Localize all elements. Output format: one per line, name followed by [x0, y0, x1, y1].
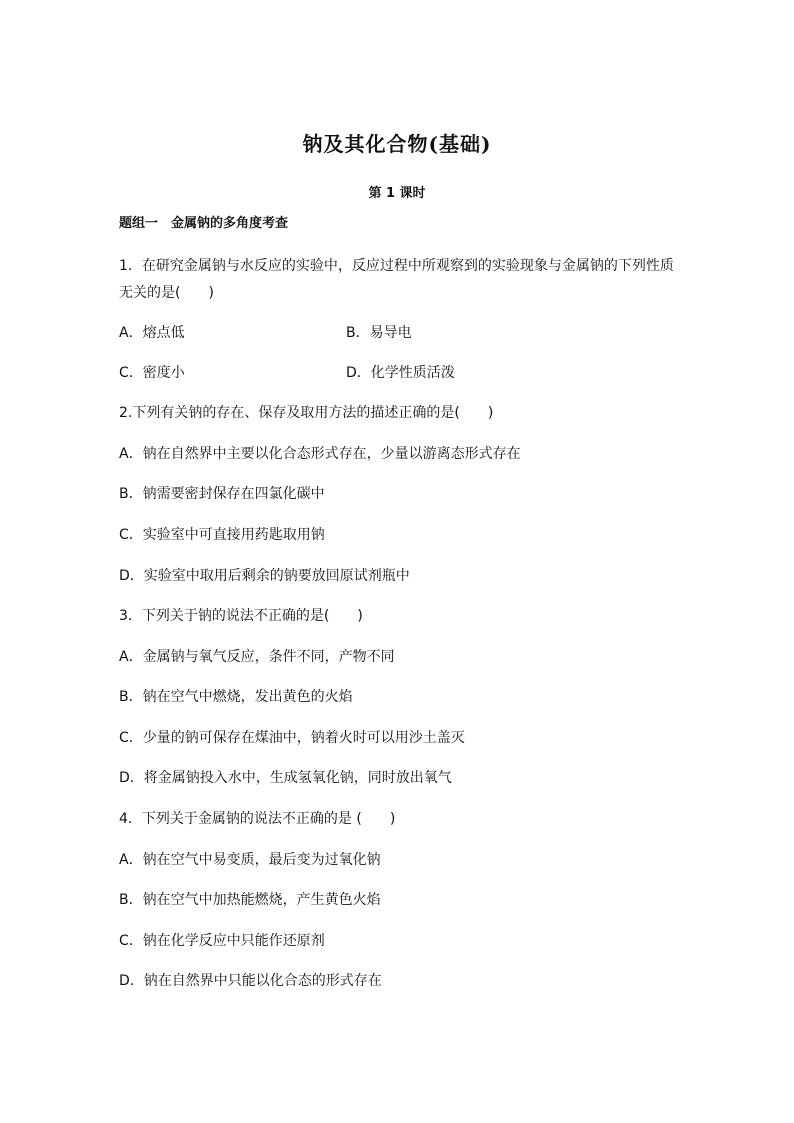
question-1-option-a: A．熔点低 — [119, 325, 185, 341]
question-4-stem: 4．下列关于金属钠的说法不正确的是 ( ) — [119, 811, 396, 827]
question-3-stem: 3．下列关于钠的说法不正确的是( ) — [119, 608, 363, 624]
question-4-option-c: C．钠在化学反应中只能作还原剂 — [119, 933, 325, 949]
question-1-option-c: C．密度小 — [119, 365, 185, 381]
document-title: 钠及其化合物(基础) — [302, 132, 492, 156]
question-4-option-a: A．钠在空气中易变质，最后变为过氧化钠 — [119, 852, 381, 868]
question-1-option-d: D．化学性质活泼 — [346, 365, 455, 381]
question-3-option-d: D．将金属钠投入水中，生成氢氧化钠，同时放出氧气 — [119, 770, 452, 786]
question-3-option-a: A．金属钠与氧气反应，条件不同，产物不同 — [119, 649, 395, 665]
question-2-stem: 2.下列有关钠的存在、保存及取用方法的描述正确的是( ) — [119, 405, 494, 421]
group-heading: 题组一 金属钠的多角度考查 — [119, 216, 289, 231]
question-4-option-b: B．钠在空气中加热能燃烧，产生黄色火焰 — [119, 892, 381, 908]
question-2-option-b: B．钠需要密封保存在四氯化碳中 — [119, 486, 325, 502]
question-1-stem-line2: 无关的是( ) — [119, 285, 214, 301]
question-2-option-d: D．实验室中取用后剩余的钠要放回原试剂瓶中 — [119, 568, 410, 584]
question-1-stem-line1: 1．在研究金属钠与水反应的实验中，反应过程中所观察到的实验现象与金属钠的下列性质 — [119, 258, 674, 274]
question-3-option-c: C．少量的钠可保存在煤油中，钠着火时可以用沙土盖灭 — [119, 730, 465, 746]
question-2-option-c: C．实验室中可直接用药匙取用钠 — [119, 527, 325, 543]
question-4-option-d: D．钠在自然界中只能以化合态的形式存在 — [119, 973, 382, 989]
question-3-option-b: B．钠在空气中燃烧，发出黄色的火焰 — [119, 689, 353, 705]
question-1-option-b: B．易导电 — [346, 325, 412, 341]
question-2-option-a: A．钠在自然界中主要以化合态形式存在，少量以游离态形式存在 — [119, 446, 521, 462]
document-subtitle: 第 1 课时 — [368, 186, 426, 201]
